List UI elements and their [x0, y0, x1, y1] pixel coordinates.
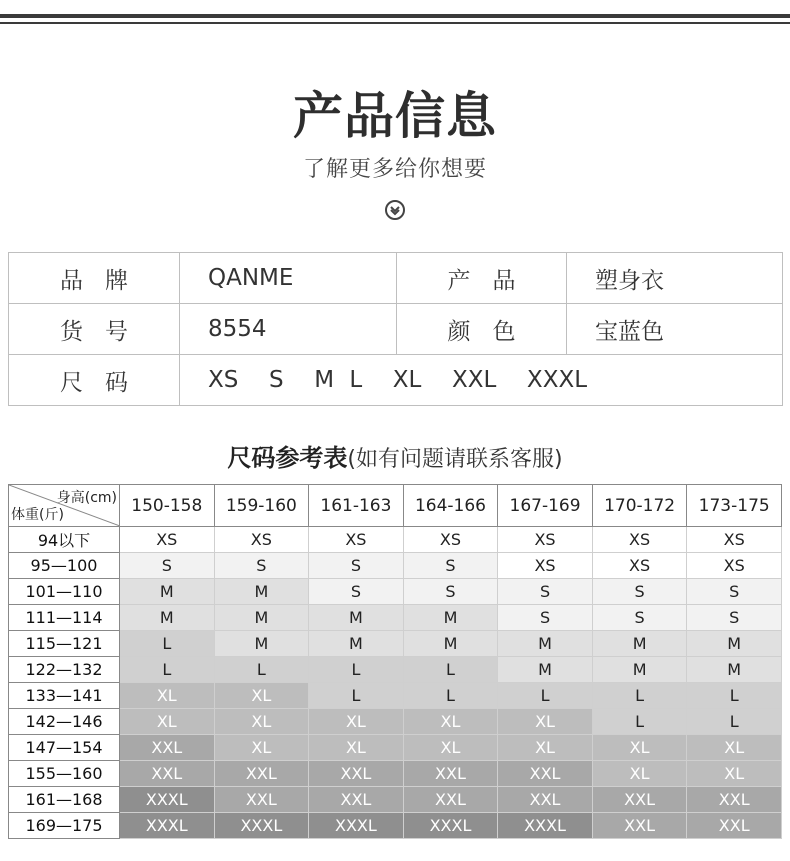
size-chart-row — [9, 683, 782, 709]
size-value: XS S M L XL XXL XXXL — [180, 355, 783, 406]
product-info-table — [8, 252, 783, 406]
page-title: 产品信息 — [293, 87, 497, 145]
weight-range-cell: 101—110 — [9, 579, 120, 605]
height-column-header: 161-163 — [309, 485, 404, 527]
weight-range-cell: 115—121 — [9, 631, 120, 657]
size-cell: L — [309, 683, 404, 709]
size-cell: XXL — [592, 813, 687, 839]
size-cell: M — [309, 605, 404, 631]
size-cell: S — [309, 553, 404, 579]
size-cell: M — [592, 631, 687, 657]
height-header: 身高(cm) — [56, 490, 117, 506]
size-cell: XXXL — [498, 813, 593, 839]
size-cell: M — [687, 631, 782, 657]
size-chart-title: 尺码参考表 — [227, 444, 348, 472]
size-chart-row — [9, 735, 782, 761]
weight-range-cell: 133—141 — [9, 683, 120, 709]
size-cell: XXL — [309, 761, 404, 787]
size-cell: XXL — [687, 787, 782, 813]
page-subtitle: 了解更多给你想要 — [302, 157, 487, 182]
size-chart-table — [8, 484, 782, 839]
size-chart-row — [9, 579, 782, 605]
size-cell: L — [403, 683, 498, 709]
weight-range-cell: 94以下 — [9, 527, 120, 553]
size-cell: M — [120, 579, 215, 605]
info-row-item — [9, 304, 783, 355]
info-row-size — [9, 355, 783, 406]
size-cell: L — [687, 683, 782, 709]
size-cell: XXL — [592, 787, 687, 813]
height-column-header: 164-166 — [403, 485, 498, 527]
size-cell: XS — [498, 527, 593, 553]
size-cell: M — [309, 631, 404, 657]
size-cell: XS — [687, 527, 782, 553]
size-cell: XXL — [403, 787, 498, 813]
size-cell: XXL — [687, 813, 782, 839]
weight-range-cell: 169—175 — [9, 813, 120, 839]
product-value: 塑身衣 — [567, 253, 783, 304]
size-cell: XS — [403, 527, 498, 553]
size-cell: XXL — [403, 761, 498, 787]
brand-value: QANME — [180, 253, 397, 304]
size-cell: S — [403, 553, 498, 579]
size-cell: L — [120, 631, 215, 657]
size-chart-row — [9, 657, 782, 683]
size-cell: XXL — [498, 761, 593, 787]
size-chart-row — [9, 813, 782, 839]
weight-range-cell: 147—154 — [9, 735, 120, 761]
size-cell: M — [403, 605, 498, 631]
chevron-down-icon — [389, 204, 401, 216]
product-label: 产品 — [397, 253, 567, 304]
height-column-header: 173-175 — [687, 485, 782, 527]
size-cell: M — [498, 657, 593, 683]
item-no-value: 8554 — [180, 304, 397, 355]
size-cell: M — [592, 657, 687, 683]
size-cell: S — [309, 579, 404, 605]
size-cell: L — [592, 709, 687, 735]
size-cell: XS — [687, 553, 782, 579]
size-cell: XL — [120, 709, 215, 735]
height-column-header: 150-158 — [120, 485, 215, 527]
size-cell: XXL — [214, 787, 309, 813]
size-cell: XL — [592, 761, 687, 787]
size-cell: S — [687, 579, 782, 605]
weight-range-cell: 155—160 — [9, 761, 120, 787]
size-cell: M — [214, 631, 309, 657]
size-cell: XXXL — [214, 813, 309, 839]
weight-range-cell: 122—132 — [9, 657, 120, 683]
size-chart-header-row — [9, 485, 782, 527]
size-cell: XL — [120, 683, 215, 709]
height-column-header: 167-169 — [498, 485, 593, 527]
size-cell: S — [403, 579, 498, 605]
size-cell: XL — [214, 709, 309, 735]
size-chart-row — [9, 631, 782, 657]
brand-label: 品牌 — [9, 253, 180, 304]
item-no-label: 货号 — [9, 304, 180, 355]
height-column-header: 170-172 — [592, 485, 687, 527]
size-cell: XXXL — [120, 787, 215, 813]
size-cell: XS — [120, 527, 215, 553]
size-cell: S — [120, 553, 215, 579]
size-cell: L — [498, 683, 593, 709]
size-cell: XS — [592, 553, 687, 579]
size-label: 尺码 — [9, 355, 180, 406]
size-cell: M — [120, 605, 215, 631]
size-cell: XXL — [120, 735, 215, 761]
size-cell: XL — [498, 735, 593, 761]
size-cell: XL — [403, 735, 498, 761]
size-chart-corner — [9, 485, 120, 527]
weight-header: 体重(斤) — [11, 507, 64, 523]
size-cell: XL — [309, 735, 404, 761]
size-cell: XXL — [309, 787, 404, 813]
size-cell: XS — [498, 553, 593, 579]
size-cell: XS — [214, 527, 309, 553]
size-cell: S — [592, 579, 687, 605]
size-cell: XXL — [498, 787, 593, 813]
size-cell: L — [687, 709, 782, 735]
size-cell: XS — [592, 527, 687, 553]
size-cell: L — [403, 657, 498, 683]
weight-range-cell: 111—114 — [9, 605, 120, 631]
size-cell: M — [214, 605, 309, 631]
size-cell: S — [687, 605, 782, 631]
size-cell: S — [498, 579, 593, 605]
size-chart-note: (如有问题请联系客服) — [347, 447, 563, 472]
size-cell: L — [120, 657, 215, 683]
size-chart-row — [9, 709, 782, 735]
size-chart-body — [9, 527, 782, 839]
size-chart-row — [9, 761, 782, 787]
size-cell: XL — [498, 709, 593, 735]
size-chart-heading — [0, 438, 790, 473]
size-cell: XL — [403, 709, 498, 735]
color-value: 宝蓝色 — [567, 304, 783, 355]
size-cell: XL — [214, 683, 309, 709]
size-cell: L — [592, 683, 687, 709]
size-cell: XS — [309, 527, 404, 553]
size-cell: M — [214, 579, 309, 605]
size-cell: M — [498, 631, 593, 657]
size-chart-row — [9, 605, 782, 631]
top-rule-thin — [0, 22, 790, 24]
size-cell: M — [403, 631, 498, 657]
size-cell: XL — [592, 735, 687, 761]
weight-range-cell: 95—100 — [9, 553, 120, 579]
color-label: 颜色 — [397, 304, 567, 355]
size-cell: XXXL — [309, 813, 404, 839]
size-cell: XL — [309, 709, 404, 735]
size-cell: XXL — [120, 761, 215, 787]
size-cell: S — [498, 605, 593, 631]
size-cell: XXL — [214, 761, 309, 787]
size-cell: S — [592, 605, 687, 631]
size-chart-row — [9, 527, 782, 553]
info-row-brand — [9, 253, 783, 304]
size-cell: M — [687, 657, 782, 683]
size-cell: S — [214, 553, 309, 579]
size-cell: L — [214, 657, 309, 683]
size-cell: XL — [687, 735, 782, 761]
weight-range-cell: 142—146 — [9, 709, 120, 735]
size-cell: XL — [214, 735, 309, 761]
size-cell: XXXL — [120, 813, 215, 839]
weight-range-cell: 161—168 — [9, 787, 120, 813]
height-column-header: 159-160 — [214, 485, 309, 527]
size-chart-row — [9, 787, 782, 813]
chevron-down-circle-icon[interactable] — [385, 200, 405, 220]
top-rule — [0, 14, 790, 18]
size-cell: XXXL — [403, 813, 498, 839]
size-cell: XL — [687, 761, 782, 787]
size-chart-row — [9, 553, 782, 579]
size-cell: L — [309, 657, 404, 683]
